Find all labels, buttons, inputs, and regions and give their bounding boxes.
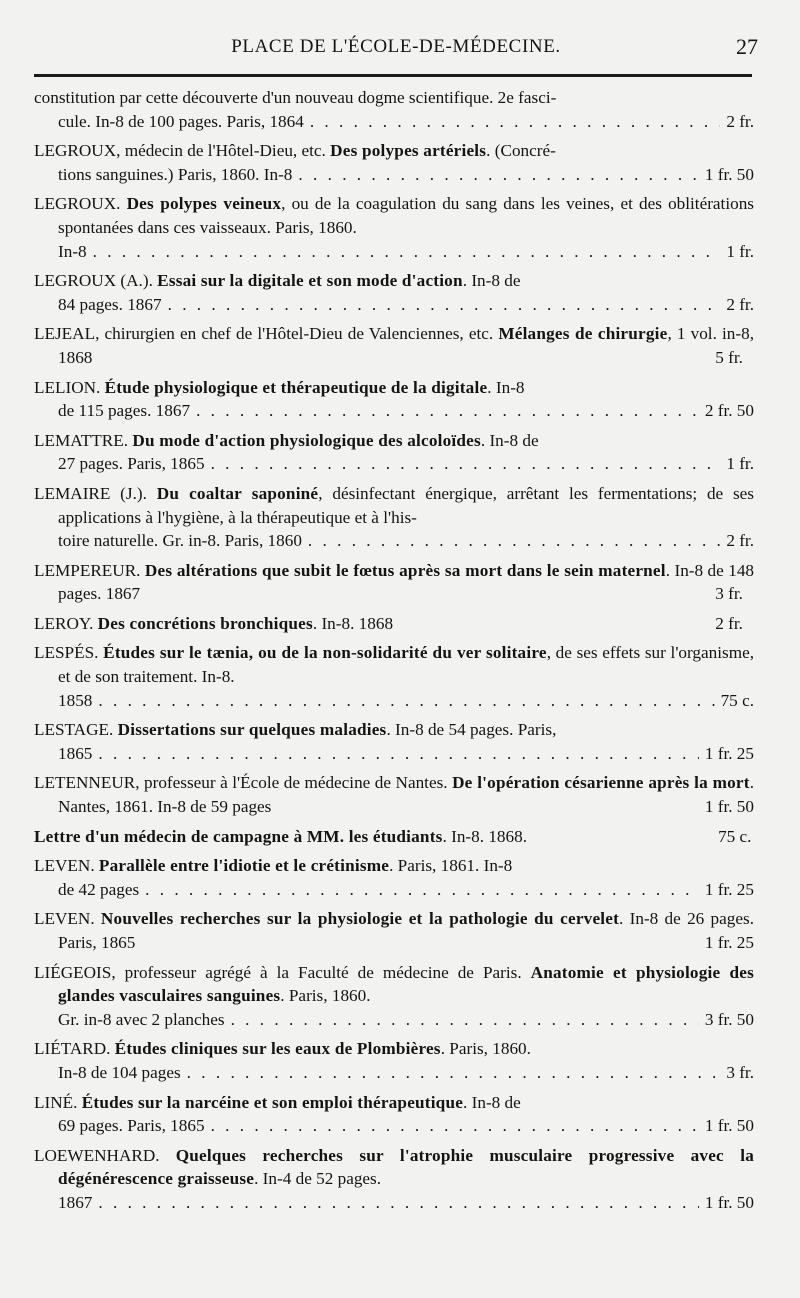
entry-title: Études sur la narcéine et son emploi thérapeutique <box>81 1092 464 1112</box>
entry-text <box>34 192 754 239</box>
entry-price: 2 fr. <box>726 531 754 551</box>
entry-details: . In-8 de <box>480 430 539 450</box>
entry-price: 1 fr. 50 <box>704 797 754 817</box>
dot-leader <box>231 1008 699 1032</box>
entry-leader-line <box>34 1008 754 1032</box>
entry-text <box>34 641 754 688</box>
entry-tail: 27 pages. Paris, 1865 <box>58 454 205 474</box>
entry-title: Du mode d'action physiologique des alcoloïdes <box>132 430 481 450</box>
entry-tail: Gr. in-8 avec 2 planches <box>58 1009 225 1029</box>
entry-price: 2 fr. <box>726 111 754 131</box>
entry-author: LEMAIRE (J.). <box>34 483 157 503</box>
entry-text <box>34 612 754 636</box>
entry-title: Étude physiologique et thérapeutique de la digitale <box>104 377 488 397</box>
catalog-entry <box>34 429 754 476</box>
entry-details: . In-8 <box>487 377 525 397</box>
entry-tail: 69 pages. Paris, 1865 <box>58 1116 205 1136</box>
entry-title: Des concrétions bronchiques <box>97 613 313 633</box>
entry-text <box>34 907 754 954</box>
catalog-entry <box>34 612 754 642</box>
entry-tail: de 42 pages <box>58 879 140 899</box>
entry-details: . Paris, 1860. <box>440 1039 531 1059</box>
catalog-entry <box>34 718 754 765</box>
entry-leader-line <box>34 529 754 553</box>
entry-leader-line <box>34 399 754 423</box>
entry-leader-line <box>34 1191 754 1215</box>
dot-leader <box>145 878 699 902</box>
entry-text <box>34 139 754 163</box>
entry-title: Parallèle entre l'idiotie et le crétinisme <box>98 856 390 876</box>
entry-text <box>34 961 754 1008</box>
entry-text <box>34 86 754 110</box>
entry-author: LIÉTARD. <box>34 1039 115 1059</box>
catalog-entry <box>34 854 754 901</box>
entry-text <box>34 559 754 606</box>
catalog-entry <box>34 139 754 186</box>
dot-leader <box>211 452 721 476</box>
entry-tail: 1858 <box>58 690 93 710</box>
entry-author: LETENNEUR, professeur à l'École de médecine de Nantes. <box>34 773 453 793</box>
catalog-entry <box>34 376 754 423</box>
entry-details: , ou de la coagulation du sang dans les veines, et des oblitérations spontanées dans ces vaisseaux. Paris, 1860. <box>58 194 754 237</box>
catalog-entry <box>34 907 754 960</box>
entry-tail: 1867 <box>58 1192 93 1212</box>
entry-details: . In-8 de <box>463 1092 521 1112</box>
dot-leader <box>310 110 720 134</box>
entry-price: 3 fr. 50 <box>704 1009 754 1029</box>
entry-author: LEVEN. <box>34 856 99 876</box>
entry-text <box>34 322 754 369</box>
entry-details: . In-8 de 26 pages. Paris, 1865 <box>58 909 754 952</box>
entry-title: Études sur le tænia, ou de la non-solidarité du ver solitaire <box>103 643 547 663</box>
entry-details: . In-8 de <box>462 271 521 291</box>
entry-title: De l'opération césarienne après la mort <box>452 773 750 793</box>
entry-price: 1 fr. 50 <box>704 164 754 184</box>
entry-price: 1 fr. <box>726 241 754 261</box>
entry-author: LEMPEREUR. <box>34 560 145 580</box>
entry-details: . In-4 de 52 pages. <box>254 1169 382 1189</box>
entry-details: . In-8 de 148 pages. 1867 <box>58 560 755 604</box>
entry-leader-line <box>34 878 754 902</box>
entry-text <box>34 376 754 400</box>
entry-details: , désinfectant énergique, arrêtant les fermentations; de ses applications à l'hygiène, à la thérapeutique et à l'his- <box>58 483 754 527</box>
catalog-entry <box>34 559 754 612</box>
entry-tail: tions sanguines.) Paris, 1860. In-8 <box>58 164 293 184</box>
entry-price: 3 fr. <box>715 584 743 604</box>
entry-leader-line <box>34 452 754 476</box>
entry-author: LELION. <box>34 377 105 397</box>
entry-text <box>34 825 754 849</box>
entry-leader-line <box>34 1061 754 1085</box>
entry-tail: toire naturelle. Gr. in-8. Paris, 1860 <box>58 531 302 551</box>
catalog-entry <box>34 641 754 712</box>
entry-author: LINÉ. <box>34 1092 82 1112</box>
entry-leader-line <box>34 1114 754 1138</box>
entry-author: LEMATTRE. <box>34 430 133 450</box>
entry-text <box>34 1144 754 1191</box>
running-title: PLACE DE L'ÉCOLE-DE-MÉDECINE. <box>231 36 561 57</box>
entry-title: Des polypes artériels <box>330 141 487 161</box>
entry-text <box>34 718 754 742</box>
entry-details: . In-8. 1868. <box>442 826 528 846</box>
catalog-entry <box>34 1091 754 1138</box>
page-header <box>34 32 758 72</box>
entry-text <box>34 269 754 293</box>
entry-title: Lettre d'un médecin de campagne à MM. les étudiants <box>34 826 443 846</box>
page-number: 27 <box>736 34 758 59</box>
entry-price: 2 fr. 50 <box>704 401 754 421</box>
entry-details: . (Concré- <box>486 141 556 161</box>
entry-title: Du coaltar saponiné <box>156 483 319 503</box>
header-rule <box>34 74 752 77</box>
entry-text <box>34 771 754 818</box>
entry-price: 1 fr. 50 <box>704 1116 754 1136</box>
entry-text <box>34 482 754 529</box>
entry-tail: 84 pages. 1867 <box>58 294 162 314</box>
entry-price: 1 fr. <box>726 454 754 474</box>
entry-title: Anatomie et physiologie des glandes vasculaires sanguines <box>58 962 754 1006</box>
entry-title: Dissertations sur quelques maladies <box>117 720 387 740</box>
entry-title: Quelques recherches sur l'atrophie musculaire progressive avec la dégénérescence graisseuse <box>58 1145 755 1189</box>
entry-leader-line <box>34 163 754 187</box>
entry-author: LESPÉS. <box>34 643 104 663</box>
entry-details: . In-8 de 54 pages. Paris, <box>386 720 557 740</box>
entry-author: LEVEN. <box>34 909 101 929</box>
entry-leader-line <box>34 240 754 264</box>
dot-leader <box>211 1114 699 1138</box>
entry-price: 3 fr. <box>726 1062 754 1082</box>
entry-details: , de ses effets sur l'organisme, et de son traitement. In-8. <box>58 643 754 687</box>
entry-price: 1 fr. 25 <box>704 879 754 899</box>
entry-text <box>34 429 754 453</box>
entry-details: constitution par cette découverte d'un nouveau dogme scientifique. 2e fasci- <box>34 88 557 107</box>
entry-details: , 1 vol. in-8, 1868 <box>58 324 754 367</box>
catalog-entry <box>34 1144 754 1215</box>
entry-tail: de 115 pages. 1867 <box>58 401 191 421</box>
entry-title: Études cliniques sur les eaux de Plombières <box>114 1039 441 1059</box>
entry-title: Essai sur la digitale et son mode d'action <box>157 271 463 291</box>
catalog-entry <box>34 961 754 1032</box>
catalog-entry <box>34 269 754 316</box>
dot-leader <box>187 1061 721 1085</box>
entry-leader-line <box>34 110 754 134</box>
entry-details: . Nantes, 1861. In-8 de 59 pages <box>58 773 754 817</box>
entry-title: Mélanges de chirurgie <box>498 324 668 344</box>
catalog-entry <box>34 86 754 133</box>
entry-leader-line <box>34 742 754 766</box>
dot-leader <box>93 240 721 264</box>
entry-author: LOEWENHARD. <box>34 1145 176 1165</box>
entry-price: 2 fr. <box>726 294 754 314</box>
dot-leader <box>98 1191 698 1215</box>
entry-text <box>34 854 754 878</box>
entry-price: 1 fr. 50 <box>704 1192 754 1212</box>
dot-leader <box>308 529 720 553</box>
catalog-entry <box>34 825 754 855</box>
entry-author: LEGROUX, médecin de l'Hôtel-Dieu, etc. <box>34 141 331 161</box>
entry-author: LIÉGEOIS, professeur agrégé à la Faculté de médecine de Paris. <box>34 962 531 982</box>
entry-details: . Paris, 1860. <box>280 986 371 1006</box>
entry-title: Des polypes veineux <box>126 194 282 214</box>
dot-leader <box>98 742 698 766</box>
dot-leader <box>168 293 721 317</box>
entry-author: LEJEAL, chirurgien en chef de l'Hôtel-Dieu de Valenciennes, etc. <box>34 324 499 344</box>
catalog-entry <box>34 322 754 375</box>
entry-leader-line <box>34 293 754 317</box>
entry-tail: In-8 de 104 pages <box>58 1062 181 1082</box>
entry-title: Nouvelles recherches sur la physiologie et la pathologie du cervelet <box>100 909 620 929</box>
entry-price: 75 c. <box>718 826 752 846</box>
catalog-entry <box>34 192 754 263</box>
dot-leader <box>298 163 698 187</box>
entry-author: LEROY. <box>34 613 98 633</box>
catalog-entry <box>34 1037 754 1084</box>
catalog-entries <box>34 86 754 1221</box>
entry-tail: 1865 <box>58 743 93 763</box>
entry-details: . In-8. 1868 <box>312 613 394 633</box>
entry-text <box>34 1091 754 1115</box>
entry-text <box>34 1037 754 1061</box>
entry-tail: cule. In-8 de 100 pages. Paris, 1864 <box>58 111 304 131</box>
entry-author: LEGROUX. <box>34 194 127 214</box>
catalog-entry <box>34 771 754 824</box>
entry-price: 1 fr. 25 <box>704 743 754 763</box>
entry-title: Des altérations que subit le fœtus après sa mort dans le sein maternel <box>144 560 666 580</box>
dot-leader <box>196 399 699 423</box>
entry-price: 2 fr. <box>715 613 743 633</box>
entry-author: LEGROUX (A.). <box>34 271 158 291</box>
entry-author: LESTAGE. <box>34 720 118 740</box>
entry-details: . Paris, 1861. In-8 <box>389 856 513 876</box>
entry-tail: In-8 <box>58 241 87 261</box>
entry-price: 1 fr. 25 <box>704 933 754 952</box>
dot-leader <box>98 689 714 713</box>
entry-price: 75 c. <box>720 690 754 710</box>
entry-price: 5 fr. <box>715 347 743 367</box>
catalog-entry <box>34 482 754 553</box>
entry-leader-line <box>34 689 754 713</box>
